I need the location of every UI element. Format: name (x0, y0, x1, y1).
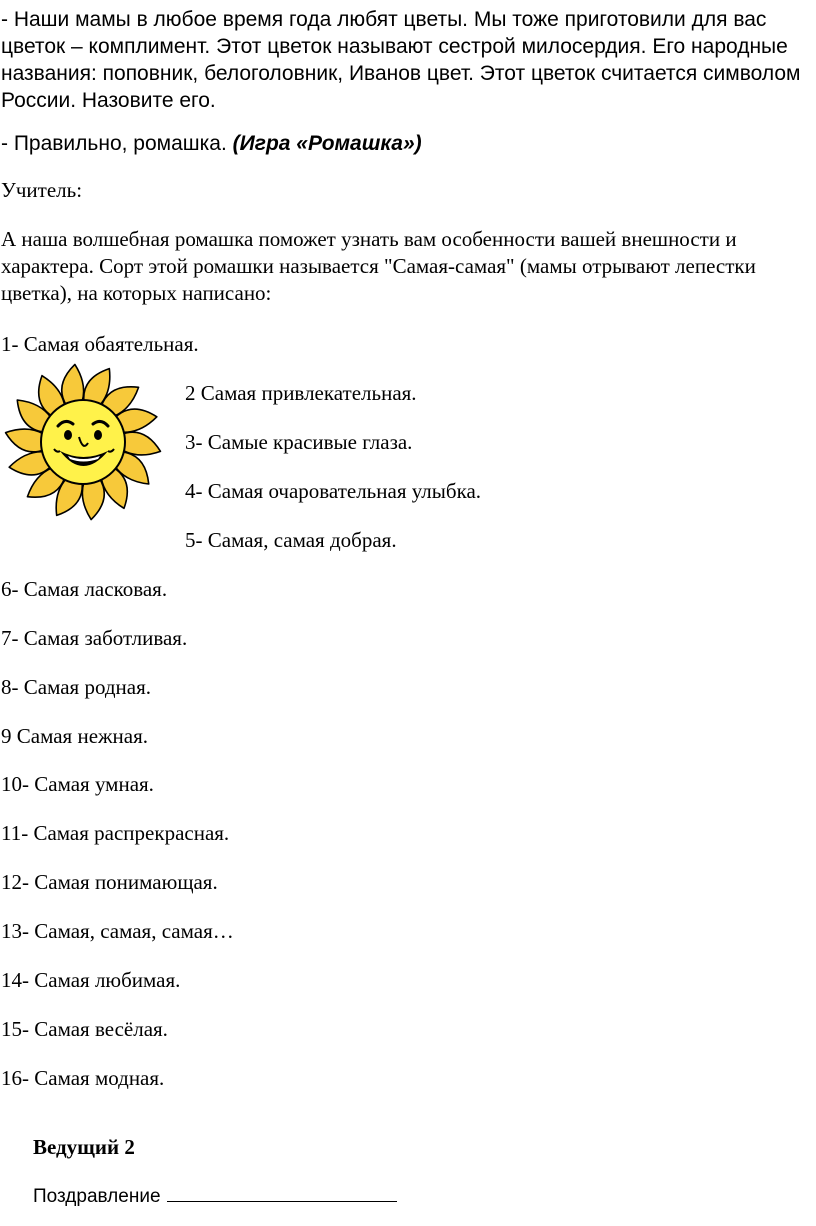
list-item: 3- Самые красивые глаза. (185, 430, 413, 454)
list-item: 11- Самая распрекрасная. (1, 821, 230, 845)
teacher-label: Учитель: (1, 178, 83, 202)
answer-line (1, 130, 422, 157)
list-item: 5- Самая, самая добрая. (185, 528, 397, 552)
list-item: 7- Самая заботливая. (1, 626, 188, 650)
list-item: 6- Самая ласковая. (1, 577, 168, 601)
intro-paragraph: - Наши мамы в любое время года любят цветы. Мы тоже приготовили для вас цветок – комплимент. Этот цветок называют сестрой милосердия. Его народные названия: поповник, белоголовник, Иванов цвет. Этот цветок считается символом России. Назовите его. (1, 8, 801, 112)
list-item: 1- Самая обаятельная. (1, 332, 199, 356)
list-item: 9 Самая нежная. (1, 724, 148, 748)
list-item: 13- Самая, самая, самая… (1, 919, 234, 943)
game-description: А наша волшебная ромашка поможет узнать вам особенности вашей внешности и характера. Сорт этой ромашки называется "Самая-самая" (мамы отрывают лепестки цветка), на которых написано: (1, 227, 756, 305)
congrats-line (33, 1183, 397, 1208)
list-item: 12- Самая понимающая. (1, 870, 218, 894)
game-title: (Игра «Ромашка») (232, 132, 422, 155)
list-item: 10- Самая умная. (1, 772, 154, 796)
congrats-label: Поздравление (33, 1186, 161, 1207)
list-item: 16- Самая модная. (1, 1066, 165, 1090)
list-item: 15- Самая весёлая. (1, 1017, 168, 1041)
answer-text: - Правильно, ромашка. (1, 132, 233, 155)
list-item: 2 Самая привлекательная. (185, 381, 417, 405)
blank-line (167, 1183, 397, 1202)
sun-ray (6, 429, 44, 452)
smiling-sun-icon (2, 363, 164, 521)
host-heading: Ведущий 2 (33, 1135, 135, 1159)
list-item: 4- Самая очаровательная улыбка. (185, 479, 482, 503)
list-item: 8- Самая родная. (1, 675, 151, 699)
sun-ray (122, 432, 160, 455)
list-item: 14- Самая любимая. (1, 968, 181, 992)
